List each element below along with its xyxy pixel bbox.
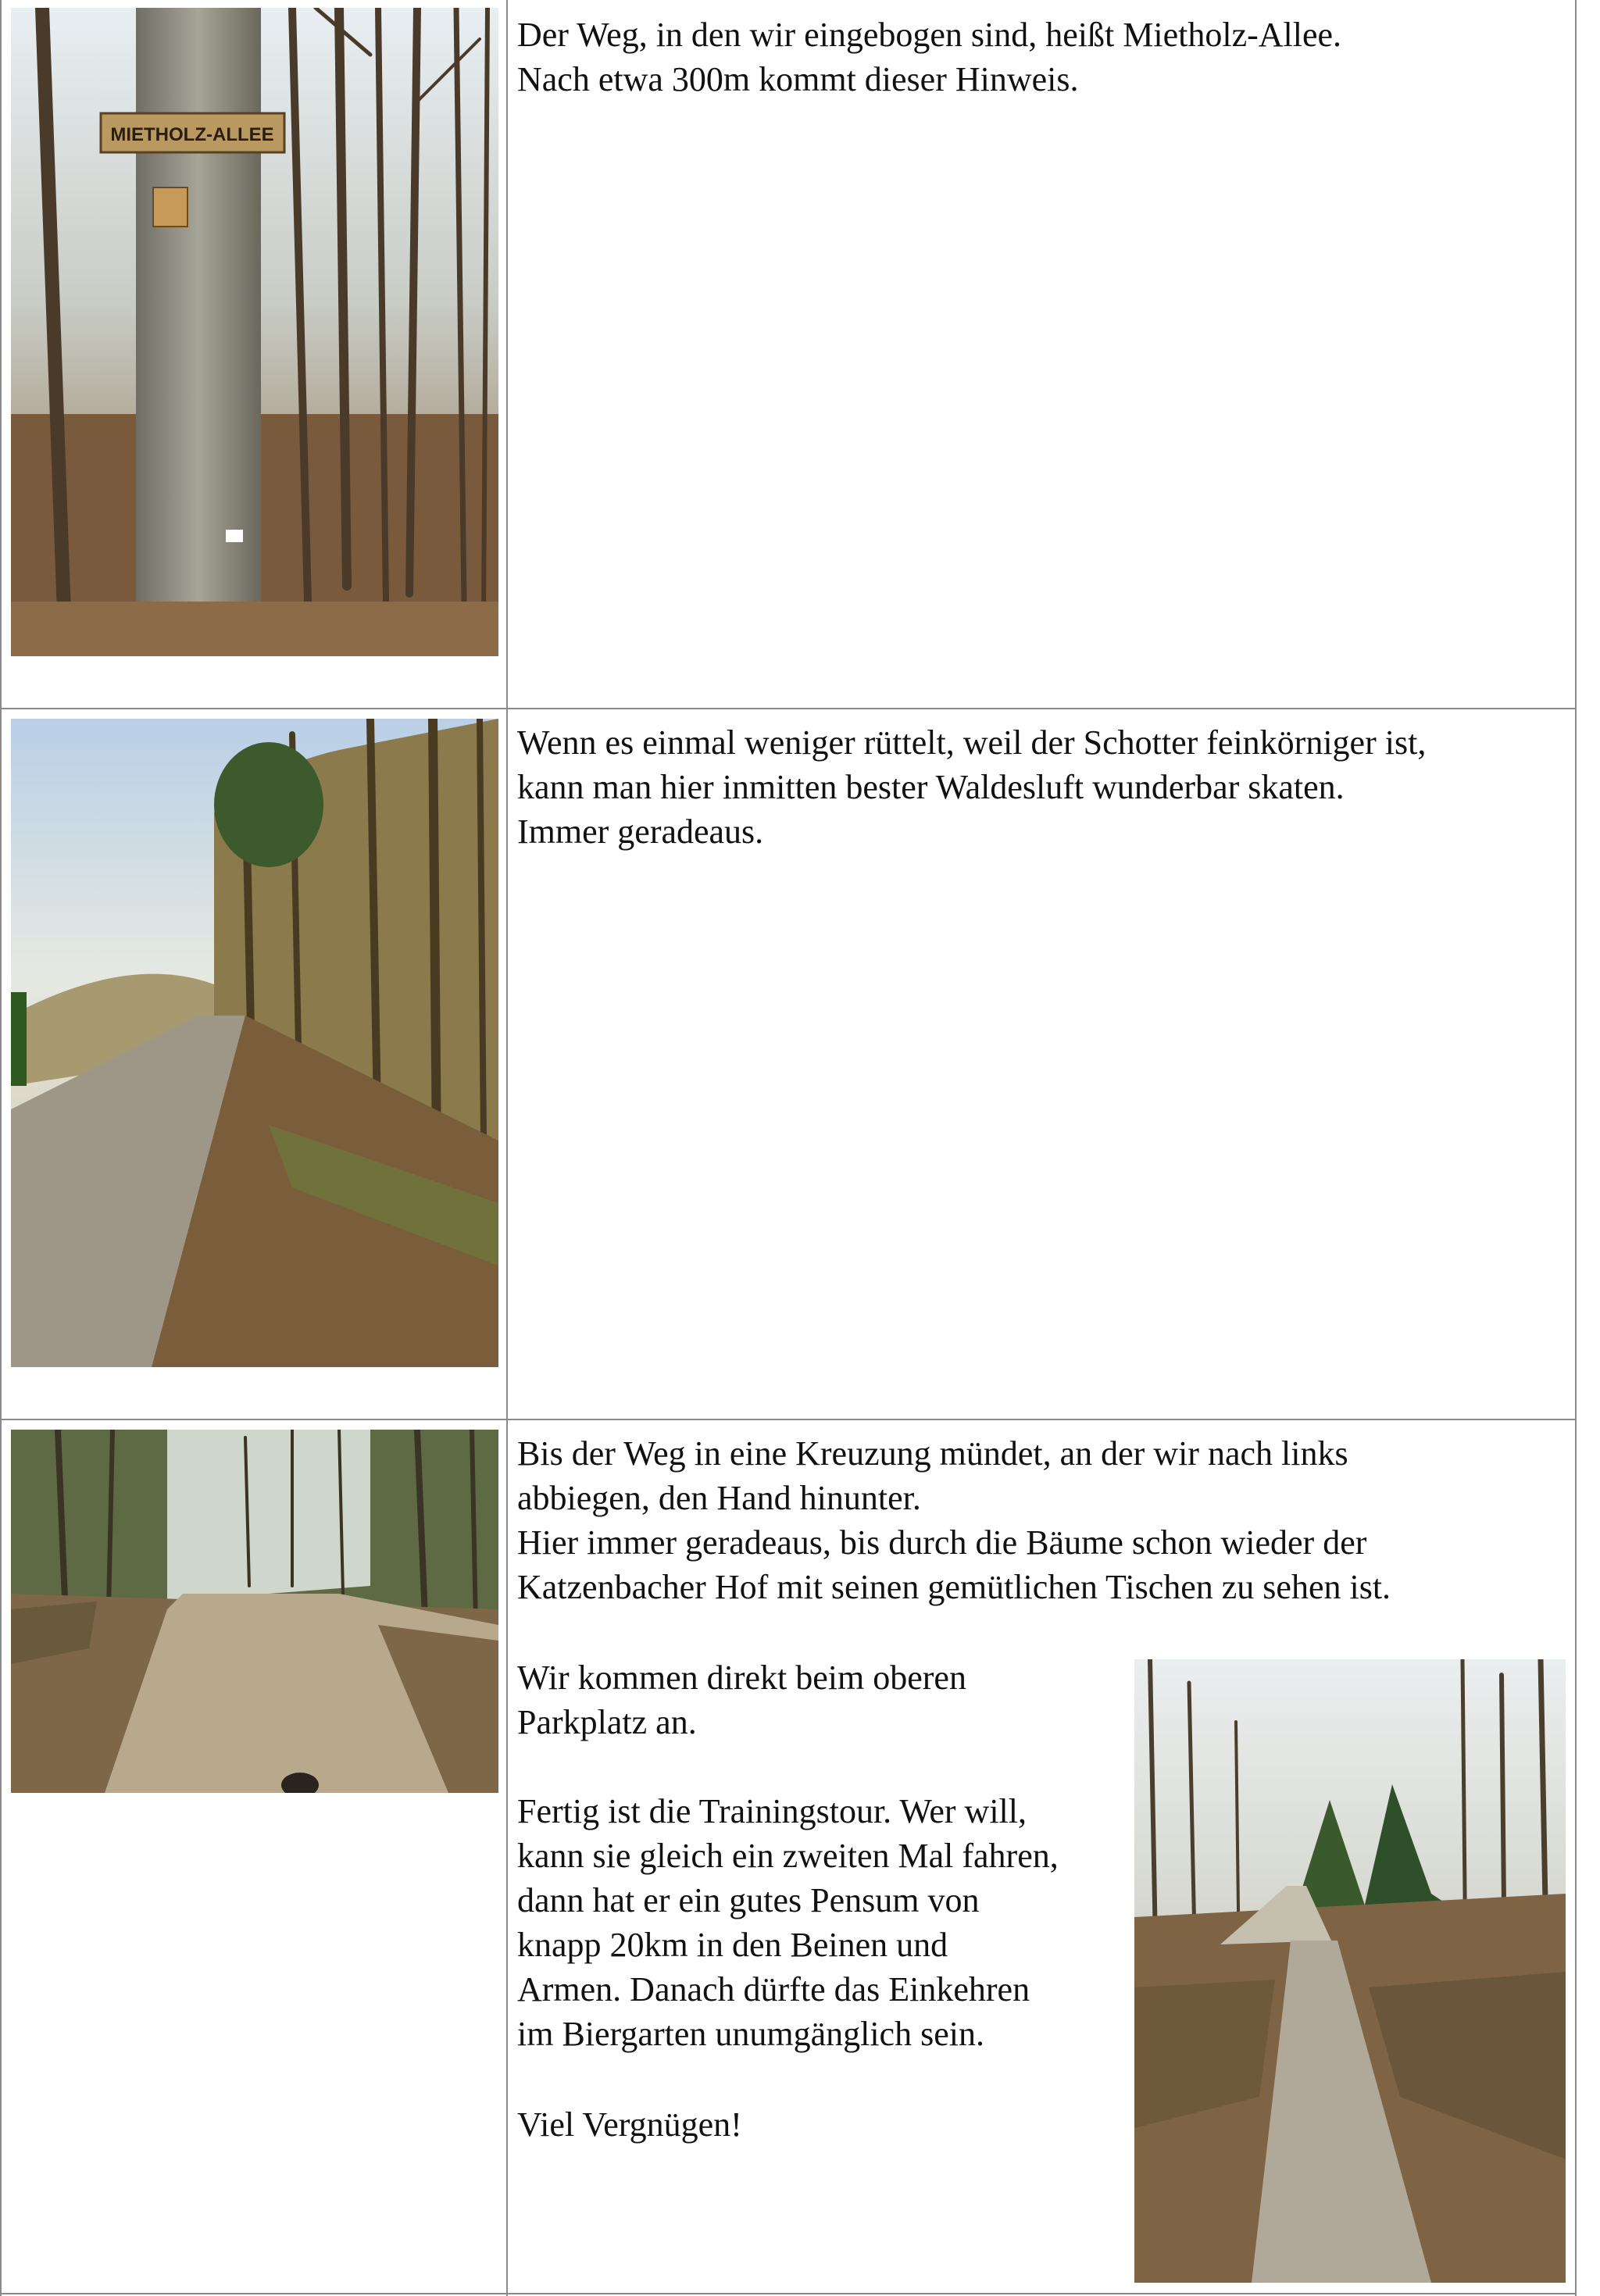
row-1-paragraph <box>517 12 1341 102</box>
text-line: Armen. Danach dürfte das Einkehren <box>517 1970 1030 2009</box>
text-line: Parkplatz an. <box>517 1703 697 1741</box>
text-line: Immer geradeaus. <box>517 812 764 851</box>
text-line: Hier immer geradeaus, bis durch die Bäume schon wieder der <box>517 1523 1367 1562</box>
table-border-bottom <box>0 2293 1577 2294</box>
row-divider-2 <box>0 1419 1577 1420</box>
gravel-road-photo-icon <box>1134 1659 1566 2283</box>
crossroad-photo-icon <box>11 1430 498 1793</box>
text-line: Nach etwa 300m kommt dieser Hinweis. <box>517 60 1079 98</box>
text-line: Bis der Weg in eine Kreuzung mündet, an der wir nach links <box>517 1434 1348 1473</box>
row-3-closing-line: Viel Vergnügen! <box>517 2105 742 2144</box>
text-line: kann sie gleich ein zweiten Mal fahren, <box>517 1837 1059 1875</box>
text-line: Fertig ist die Trainingstour. Wer will, <box>517 1792 1027 1830</box>
row-2-paragraph <box>517 720 1426 854</box>
text-line: knapp 20km in den Beinen und <box>517 1926 948 1964</box>
text-line: abbiegen, den Hand hinunter. <box>517 1479 921 1517</box>
table-border-left <box>0 0 2 2296</box>
svg-text:MIETHOLZ-ALLEE: MIETHOLZ-ALLEE <box>110 124 274 145</box>
text-line: dann hat er ein gutes Pensum von <box>517 1881 980 1919</box>
text-line: Katzenbacher Hof mit seinen gemütlichen Tischen zu sehen ist. <box>517 1568 1391 1606</box>
text-line: Der Weg, in den wir eingebogen sind, heißt Mietholz-Allee. <box>517 16 1342 54</box>
table-border-right <box>1575 0 1577 2296</box>
text-line: kann man hier inmitten bester Waldesluft wunderbar skaten. <box>517 768 1345 806</box>
forest-sign-photo-icon <box>11 8 498 656</box>
text-line: Wenn es einmal weniger rüttelt, weil der Schotter feinkörniger ist, <box>517 723 1427 762</box>
table-border-middle <box>506 0 508 2296</box>
text-line: Wir kommen direkt beim oberen <box>517 1659 966 1697</box>
row-divider-1 <box>0 708 1577 709</box>
text-line: im Biergarten unumgänglich sein. <box>517 2015 984 2053</box>
row-3-paragraph-3 <box>517 1789 1059 2056</box>
row-3-paragraph-2 <box>517 1655 966 1744</box>
row-3-paragraph-1 <box>517 1431 1391 1609</box>
forest-path-photo-icon <box>11 719 498 1367</box>
